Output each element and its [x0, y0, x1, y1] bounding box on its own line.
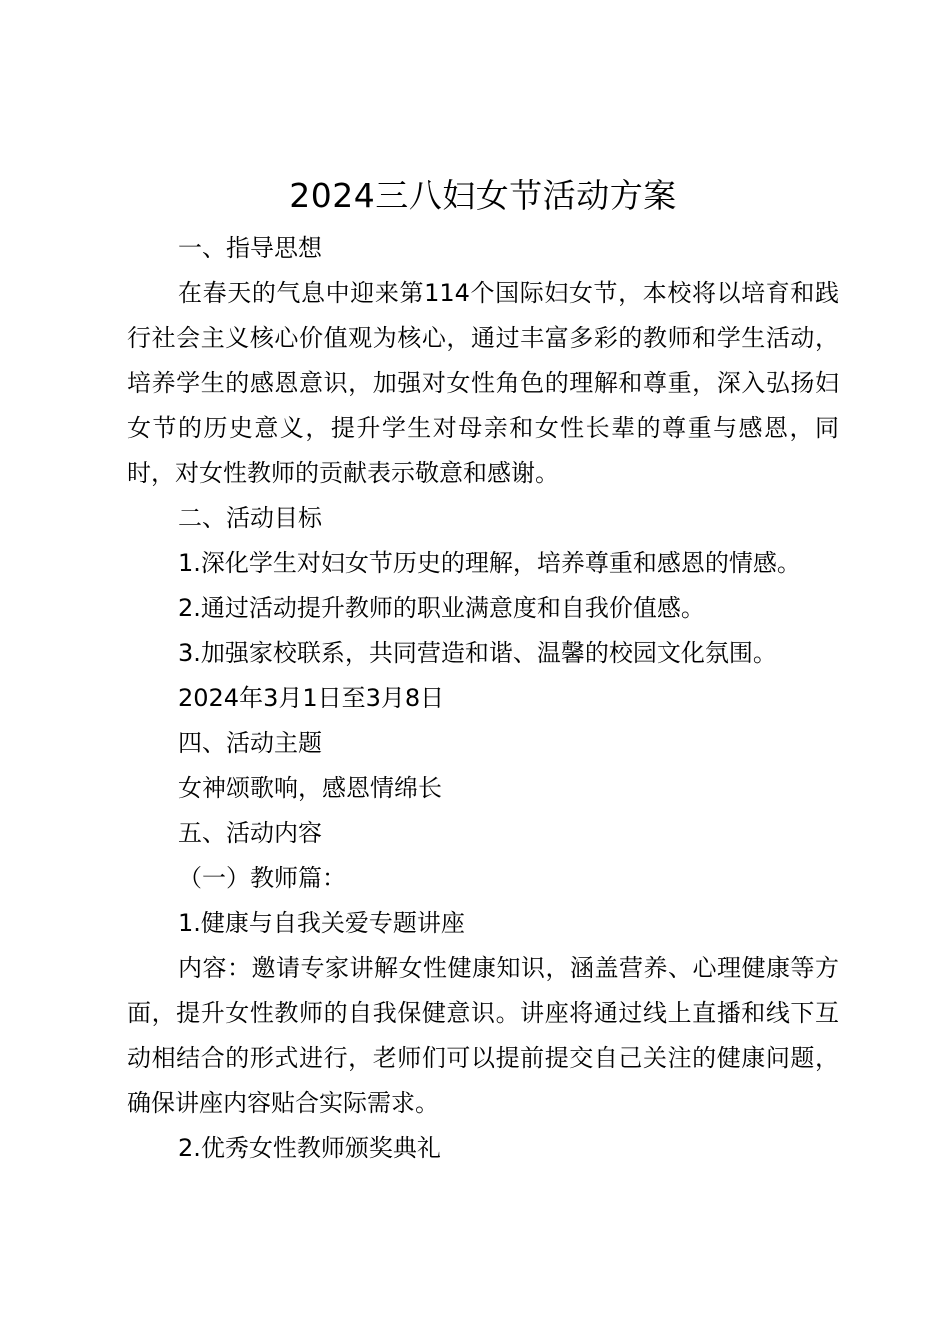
activity-dates: 2024年3月1日至3月8日 — [178, 684, 445, 712]
goal-item-3: 3.加强家校联系，共同营造和谐、温馨的校园文化氛围。 — [178, 639, 777, 667]
activity-theme: 女神颂歌响，感恩情绵长 — [178, 774, 442, 802]
paragraph-guiding-ideology: 在春天的气息中迎来第114个国际妇女节，本校将以培育和践行社会主义核心价值观为核心，通过丰富多彩的教师和学生活动，培养学生的感恩意识，加强对女性角色的理解和尊重，深入弘扬妇女节的历史意义，提升学生对母亲和女性长辈的尊重与感恩，同时，对女性教师的贡献表示敬意和感谢。 — [127, 279, 839, 487]
section-heading-activity-theme: 四、活动主题 — [178, 729, 322, 757]
goal-item-2: 2.通过活动提升教师的职业满意度和自我价值感。 — [178, 594, 705, 622]
document-body — [127, 172, 839, 1171]
section-heading-activity-content: 五、活动内容 — [178, 819, 322, 847]
goal-item-1: 1.深化学生对妇女节历史的理解，培养尊重和感恩的情感。 — [178, 549, 801, 577]
teacher-item-2-title: 2.优秀女性教师颁奖典礼 — [178, 1134, 441, 1162]
teacher-item-1-title: 1.健康与自我关爱专题讲座 — [178, 909, 465, 937]
teacher-item-1-content: 内容：邀请专家讲解女性健康知识，涵盖营养、心理健康等方面，提升女性教师的自我保健意识。讲座将通过线上直播和线下互动相结合的形式进行，老师们可以提前提交自己关注的健康问题，确保讲座内容贴合实际需求。 — [127, 954, 839, 1117]
section-heading-guiding-ideology: 一、指导思想 — [178, 234, 322, 262]
document-title: 2024三八妇女节活动方案 — [289, 176, 677, 215]
section-heading-activity-goals: 二、活动目标 — [178, 504, 322, 532]
subsection-heading-teachers: （一）教师篇： — [178, 864, 346, 892]
